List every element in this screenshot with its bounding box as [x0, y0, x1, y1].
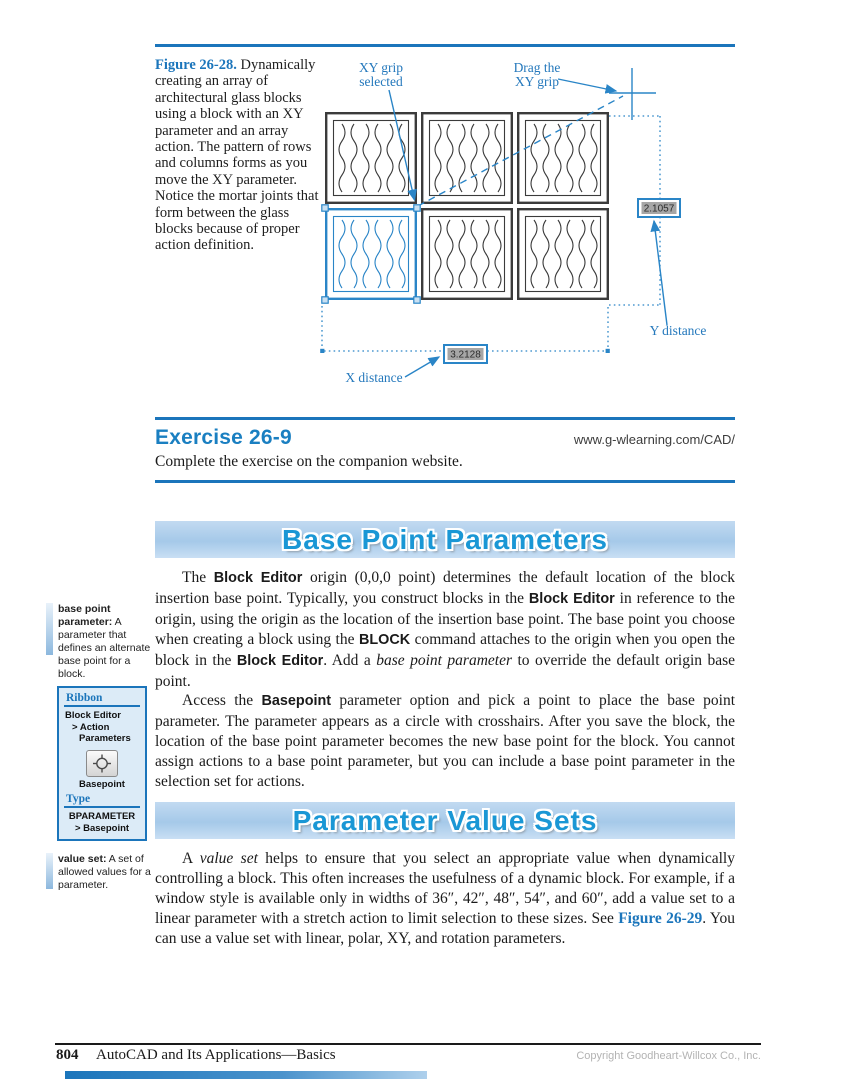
basepoint-icon — [90, 753, 114, 774]
type-heading: Type — [66, 793, 91, 805]
crosshair-cursor — [609, 68, 656, 120]
ribbon-heading: Ribbon — [66, 692, 103, 704]
footer-rule — [55, 1043, 761, 1045]
copyright-notice: Copyright Goodheart-Willcox Co., Inc. — [576, 1050, 761, 1062]
command-bparameter: BPARAMETER — [68, 811, 136, 822]
paragraph: A value set helps to ensure that you select an appropriate value when dynamically controlling a block. This often increases the usefulness of a dynamic block. For example, if a window style is available only in widths of 36″, 42″, 48″, 54″, and 60″, add a value set to a linear parameter with a stretch action to limit selection to these sizes. See Figure 26-29. You can use a value set with linear, polar, XY, and rotation parameters. — [155, 850, 735, 947]
y-distance-label: Y distance — [649, 323, 707, 338]
margin-definition-value-set — [46, 853, 154, 892]
ribbon-path-parameters: Parameters — [79, 733, 131, 744]
parameter-grips[interactable] — [322, 205, 420, 303]
figure-caption-text: Dynamically creating an array of architectural glass blocks using a block with an XY parameter and an array action. The pattern of rows and columns forms as you move the XY parameter. Notice the mortar joints that form between the glass blocks because of proper action definition. — [155, 57, 319, 254]
ribbon-path-block-editor: Block Editor — [65, 710, 121, 721]
exercise-block — [155, 417, 735, 483]
figure-26-28-drawing — [315, 48, 745, 393]
type-rule — [64, 806, 140, 808]
exercise-url-link[interactable]: www.g-wlearning.com/CAD/ — [573, 432, 735, 447]
margin-definition-base-point-parameter — [46, 603, 154, 681]
measure-end-dot — [320, 349, 324, 353]
page-bottom-accent-bar — [65, 1071, 427, 1079]
paragraph: Access the Basepoint parameter option and pick a point to place the base point parameter. The parameter appears as a circle with crosshairs. After you save the block, the location of the base point parameter becomes the new base point for the block. You cannot assign actions to a base point parameter, but you can include a base point parameter in the selection set for actions. — [155, 692, 736, 791]
margin-note-text: value set: A set of allowed values for a parameter. — [58, 853, 151, 891]
figure-top-rule — [155, 44, 735, 47]
drag-xy-grip-label: Drag the — [513, 60, 561, 75]
drag-xy-grip-label: XY grip — [514, 74, 560, 89]
exercise-title: Exercise 26-9 — [155, 426, 292, 449]
x-distance-value: 3.2128 — [450, 349, 481, 361]
ribbon-access-box — [57, 686, 147, 841]
basepoint-tool-button[interactable] — [86, 750, 118, 777]
y-distance-value-box[interactable] — [638, 199, 680, 217]
section-heading-parameter-value-sets: Parameter Value Sets — [292, 804, 598, 836]
xy-grip-selected-label: selected — [359, 74, 403, 89]
margin-note-bar — [46, 853, 53, 889]
section-heading-banner — [155, 802, 735, 839]
ribbon-tool-name: Basepoint — [79, 778, 125, 790]
x-distance-value-box[interactable] — [444, 345, 487, 363]
body-text-base-point — [155, 568, 735, 792]
measure-end-dot — [606, 349, 610, 353]
section-heading-base-point-parameters: Base Point Parameters — [281, 523, 609, 555]
body-text-value-sets — [155, 849, 735, 949]
margin-note-bar — [46, 603, 53, 655]
xy-grip[interactable] — [414, 205, 420, 211]
dotted-measure-lines — [322, 116, 660, 351]
ribbon-path-action: > Action — [72, 721, 110, 733]
exercise-instruction: Complete the exercise on the companion website. — [155, 453, 463, 470]
page-number: 804 — [56, 1047, 79, 1063]
section-heading-banner — [155, 521, 735, 558]
figure-caption-label: Figure 26-28. — [155, 57, 237, 73]
command-basepoint-option: > Basepoint — [74, 822, 130, 834]
glass-block-array — [326, 113, 608, 299]
callout-arrows — [389, 79, 667, 377]
paragraph: The Block Editor origin (0,0,0 point) determines the default location of the block insertion base point. Typically, you construct blocks in the Block Editor in reference to the origin, using the origin as the location of the insertion base point. The base point you choose when creating a block using the BLOCK command attaches to the origin when you open the block in the Block Editor. Add a base point parameter to override the default origin base point. — [155, 569, 736, 690]
ribbon-rule — [64, 705, 140, 707]
book-title: AutoCAD and Its Applications—Basics — [96, 1047, 336, 1063]
y-distance-value: 2.1057 — [643, 203, 675, 215]
margin-note-text: base point parameter: A parameter that defines an alternate base point for a block. — [58, 603, 151, 680]
x-distance-label: X distance — [345, 370, 403, 385]
xy-grip-selected-label: XY grip — [358, 60, 404, 75]
figure-caption — [155, 57, 327, 254]
selected-glass-block — [326, 209, 416, 299]
